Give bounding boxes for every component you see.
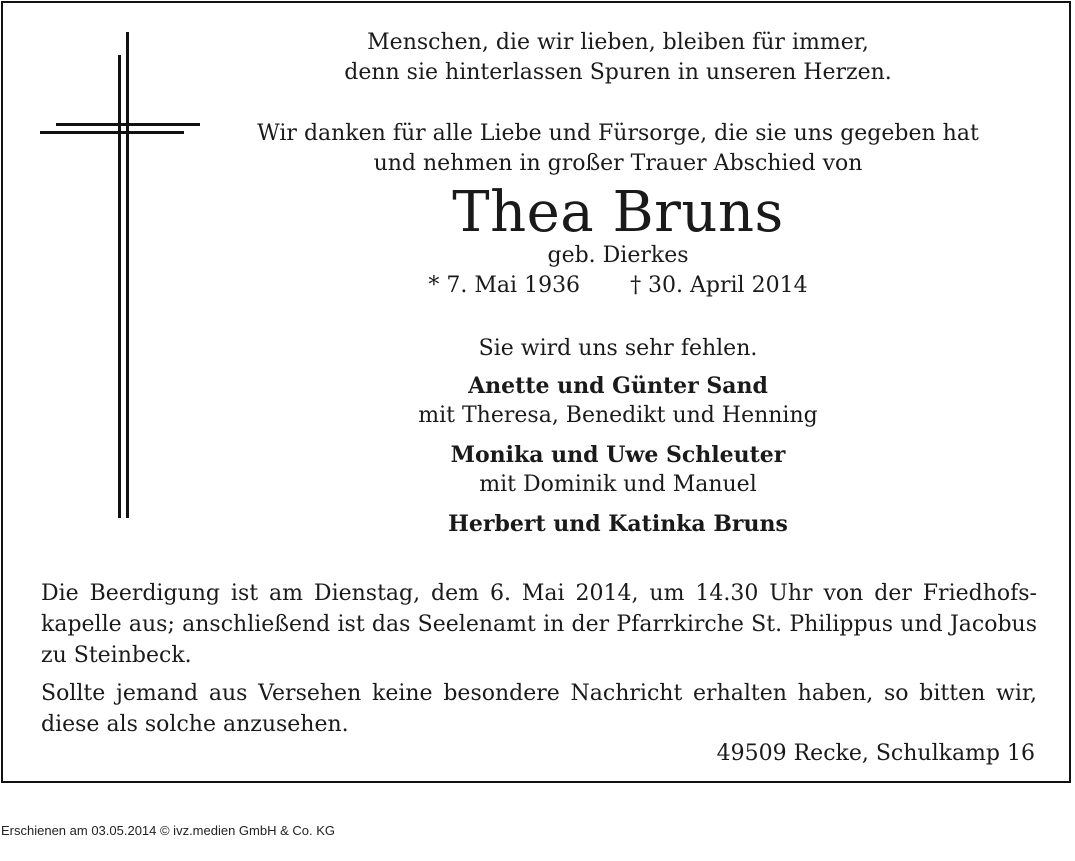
family-2 <box>203 440 1033 500</box>
poem-line-1: Menschen, die wir lieben, bleiben für immer, <box>367 30 869 55</box>
birth-date: * 7. Mai 1936 <box>428 273 581 298</box>
family-names: Anette und Günter Sand <box>468 373 768 399</box>
thanks <box>203 119 1033 179</box>
family-names: Herbert und Katinka Bruns <box>448 511 788 537</box>
family-with: mit Theresa, Benedikt und Henning <box>418 403 818 428</box>
message <box>203 334 1033 364</box>
deceased-details <box>203 241 1033 301</box>
family-with: mit Dominik und Manuel <box>479 472 757 497</box>
funeral-paragraph: Die Beerdigung ist am Dienstag, dem 6. Mai 2014, um 14.30 Uhr von der Friedhofs-kapelle aus; anschließend ist das Seelenamt in der Pfarrkirche St. Philippus und Jacobus zu Steinbeck. <box>41 581 1037 668</box>
message-text: Sie wird uns sehr fehlen. <box>478 336 758 361</box>
family-names: Monika und Uwe Schleuter <box>450 442 786 468</box>
notice-paragraph: Sollte jemand aus Versehen keine besondere Nachricht erhalten haben, so bitten wir, diese als solche anzusehen. <box>41 681 1037 737</box>
deceased-name: Thea Bruns <box>452 180 784 245</box>
thanks-line-1: Wir danken für alle Liebe und Fürsorge, die sie uns gegeben hat <box>257 121 979 146</box>
thanks-line-2: und nehmen in großer Trauer Abschied von <box>373 151 863 176</box>
maiden-name: geb. Dierkes <box>547 243 689 268</box>
family-3 <box>203 509 1033 539</box>
obituary-notice <box>1 1 1071 783</box>
life-dates <box>203 271 1033 301</box>
address: 49509 Recke, Schulkamp 16 <box>716 741 1035 766</box>
poem-line-2: denn sie hinterlassen Spuren in unseren Herzen. <box>344 60 892 85</box>
family-1 <box>203 371 1033 431</box>
deceased <box>203 180 1033 245</box>
cross-icon <box>3 3 213 528</box>
publication-footer: Erschienen am 03.05.2014 © ivz.medien GmbH & Co. KG <box>1 823 336 838</box>
death-date: † 30. April 2014 <box>630 273 808 298</box>
poem <box>203 28 1033 88</box>
